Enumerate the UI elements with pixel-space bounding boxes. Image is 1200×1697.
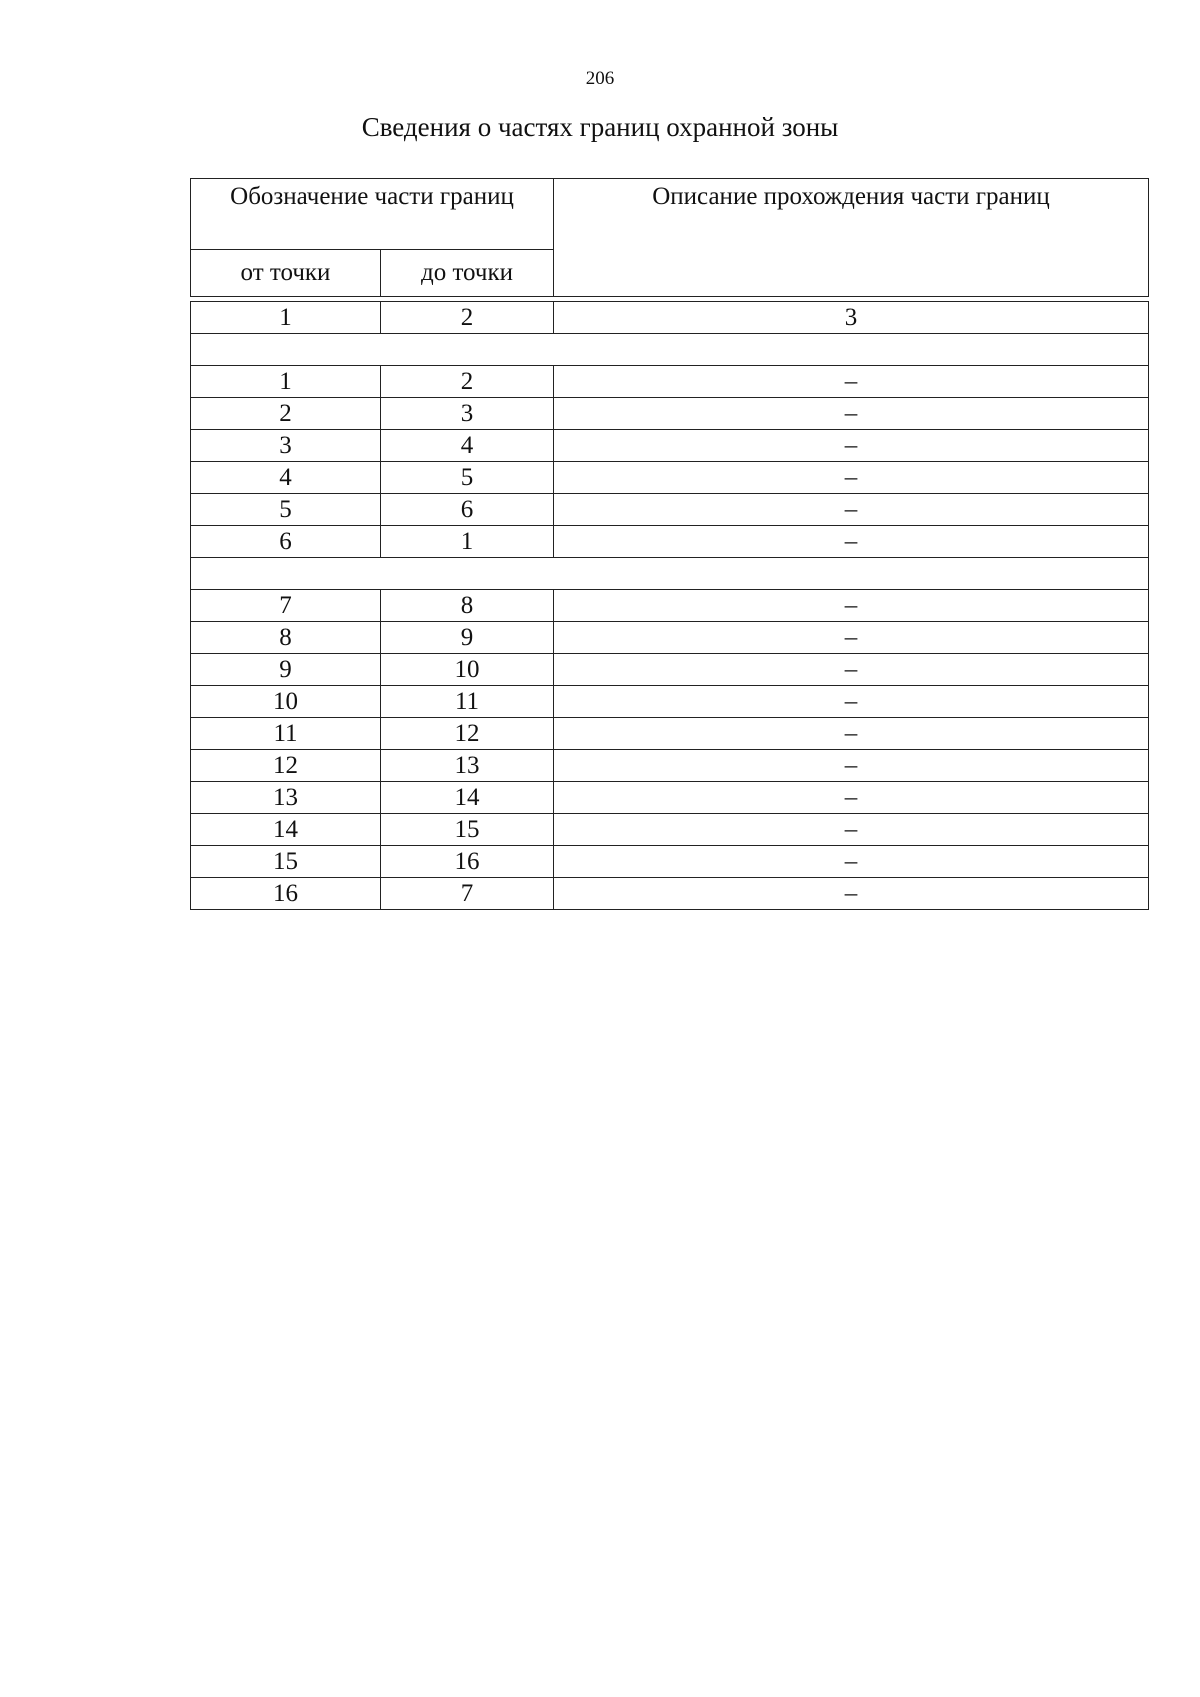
to-point-cell: 14 xyxy=(381,782,554,814)
from-point-cell: 9 xyxy=(191,654,381,686)
description-cell: – xyxy=(554,398,1149,430)
to-point-cell: 12 xyxy=(381,718,554,750)
to-point-header: до точки xyxy=(381,250,554,297)
table-row xyxy=(191,718,1149,750)
table-row xyxy=(191,782,1149,814)
to-point-cell: 11 xyxy=(381,686,554,718)
to-point-cell: 3 xyxy=(381,398,554,430)
from-point-cell: 5 xyxy=(191,494,381,526)
from-point-cell: 4 xyxy=(191,462,381,494)
boundary-table-header xyxy=(190,178,1149,297)
to-point-cell: 1 xyxy=(381,526,554,558)
from-point-cell: 1 xyxy=(191,366,381,398)
to-point-cell: 6 xyxy=(381,494,554,526)
from-point-cell: 13 xyxy=(191,782,381,814)
from-point-cell: 10 xyxy=(191,686,381,718)
to-point-cell: 16 xyxy=(381,846,554,878)
table-row xyxy=(191,750,1149,782)
description-cell: – xyxy=(554,366,1149,398)
from-point-cell: 3 xyxy=(191,430,381,462)
description-cell: – xyxy=(554,462,1149,494)
description-cell: – xyxy=(554,526,1149,558)
table-row xyxy=(191,430,1149,462)
group-label xyxy=(191,558,1149,590)
to-point-cell: 7 xyxy=(381,878,554,910)
to-point-cell: 9 xyxy=(381,622,554,654)
from-point-cell: 14 xyxy=(191,814,381,846)
group-row xyxy=(191,334,1149,366)
from-point-cell: 11 xyxy=(191,718,381,750)
column-number: 1 xyxy=(191,302,381,334)
group-row xyxy=(191,558,1149,590)
designation-header: Обозначение части границ xyxy=(191,179,554,250)
description-cell: – xyxy=(554,782,1149,814)
group-label xyxy=(191,334,1149,366)
from-point-cell: 7 xyxy=(191,590,381,622)
description-cell: – xyxy=(554,654,1149,686)
from-point-cell: 2 xyxy=(191,398,381,430)
from-point-cell: 15 xyxy=(191,846,381,878)
to-point-cell: 5 xyxy=(381,462,554,494)
description-cell: – xyxy=(554,878,1149,910)
description-cell: – xyxy=(554,430,1149,462)
to-point-cell: 10 xyxy=(381,654,554,686)
description-cell: – xyxy=(554,686,1149,718)
table-row xyxy=(191,398,1149,430)
table-row xyxy=(191,846,1149,878)
description-header: Описание прохождения части границ xyxy=(554,179,1149,297)
table-row xyxy=(191,494,1149,526)
to-point-cell: 8 xyxy=(381,590,554,622)
table-row xyxy=(191,526,1149,558)
table-row xyxy=(191,654,1149,686)
from-point-cell: 12 xyxy=(191,750,381,782)
table-row xyxy=(191,622,1149,654)
description-cell: – xyxy=(554,846,1149,878)
to-point-cell: 15 xyxy=(381,814,554,846)
table-row xyxy=(191,366,1149,398)
description-cell: – xyxy=(554,494,1149,526)
description-cell: – xyxy=(554,590,1149,622)
from-point-cell: 16 xyxy=(191,878,381,910)
from-point-header: от точки xyxy=(191,250,381,297)
column-number-row xyxy=(191,302,1149,334)
table-row xyxy=(191,814,1149,846)
description-cell: – xyxy=(554,814,1149,846)
page-number: 206 xyxy=(585,68,615,89)
description-cell: – xyxy=(554,622,1149,654)
column-number: 2 xyxy=(381,302,554,334)
table-row xyxy=(191,590,1149,622)
description-cell: – xyxy=(554,718,1149,750)
table-row xyxy=(191,462,1149,494)
document-title: Сведения о частях границ охранной зоны xyxy=(361,112,839,142)
description-cell: – xyxy=(554,750,1149,782)
table-row xyxy=(191,878,1149,910)
table-row xyxy=(191,686,1149,718)
boundary-table-body xyxy=(190,301,1149,910)
to-point-cell: 2 xyxy=(381,366,554,398)
column-number: 3 xyxy=(554,302,1149,334)
from-point-cell: 6 xyxy=(191,526,381,558)
to-point-cell: 4 xyxy=(381,430,554,462)
to-point-cell: 13 xyxy=(381,750,554,782)
from-point-cell: 8 xyxy=(191,622,381,654)
